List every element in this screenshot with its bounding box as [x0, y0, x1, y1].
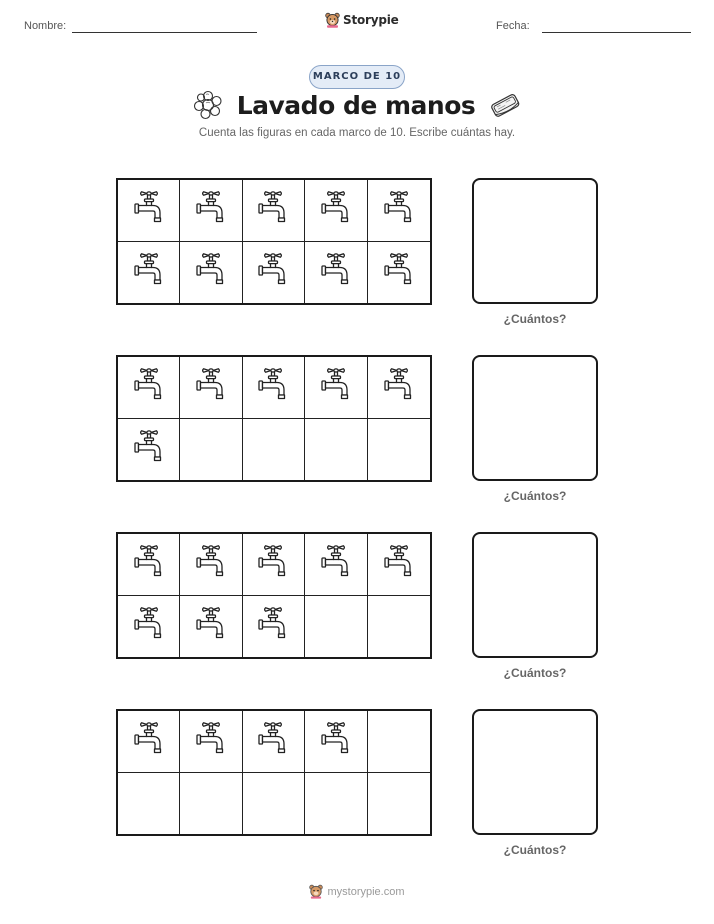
- frame-cell: [243, 357, 305, 419]
- brand-logo: [325, 12, 399, 28]
- date-line[interactable]: [542, 32, 691, 33]
- faucet-icon: [129, 250, 169, 295]
- instructions: Cuenta las figuras en cada marco de 10. Escribe cuántas hay.: [198, 127, 516, 139]
- frame-cell: [180, 357, 242, 419]
- faucet-icon: [253, 188, 293, 233]
- frame-cell: [368, 180, 430, 242]
- ten-frame-3: [116, 532, 432, 659]
- frame-cell: [305, 357, 367, 419]
- name-label: Nombre:: [24, 20, 67, 32]
- faucet-icon: [191, 604, 231, 649]
- faucet-icon: [253, 542, 293, 587]
- frame-cell: [180, 180, 242, 242]
- faucet-icon: [316, 542, 356, 587]
- question-label-4: ¿Cuántos?: [503, 843, 567, 857]
- frame-cell: [243, 596, 305, 658]
- frame-cell: [243, 419, 305, 481]
- frame-cell: [305, 711, 367, 773]
- frame-cell: [118, 180, 180, 242]
- frame-cell: [368, 773, 430, 835]
- frame-cell: [243, 242, 305, 304]
- faucet-icon: [253, 604, 293, 649]
- frame-cell: [180, 773, 242, 835]
- frame-cell: [368, 357, 430, 419]
- question-label-3: ¿Cuántos?: [503, 666, 567, 680]
- frame-cell: [368, 242, 430, 304]
- faucet-icon: [379, 365, 419, 410]
- frame-cell: [243, 711, 305, 773]
- faucet-icon: [191, 188, 231, 233]
- question-label-2: ¿Cuántos?: [503, 489, 567, 503]
- ten-frame-4: [116, 709, 432, 836]
- faucet-icon: [253, 365, 293, 410]
- brand-name: Storypie: [343, 13, 399, 27]
- faucet-icon: [129, 365, 169, 410]
- frame-cell: [305, 534, 367, 596]
- worksheet-type-badge: MARCO DE 10: [309, 65, 405, 89]
- question-label-1: ¿Cuántos?: [503, 312, 567, 326]
- footer: [0, 884, 714, 899]
- frame-cell: [118, 534, 180, 596]
- frame-cell: [180, 419, 242, 481]
- frame-cell: [118, 242, 180, 304]
- answer-box-3[interactable]: [472, 532, 598, 658]
- answer-box-1[interactable]: [472, 178, 598, 304]
- faucet-icon: [129, 719, 169, 764]
- faucet-icon: [379, 188, 419, 233]
- faucet-icon: [191, 250, 231, 295]
- soap-bar-icon: [489, 91, 521, 119]
- date-label: Fecha:: [496, 20, 530, 32]
- faucet-icon: [253, 250, 293, 295]
- frame-cell: [118, 773, 180, 835]
- frame-cell: [305, 773, 367, 835]
- page-title: Lavado de manos: [236, 90, 476, 120]
- faucet-icon: [316, 250, 356, 295]
- frame-cell: [180, 534, 242, 596]
- frame-cell: [180, 596, 242, 658]
- faucet-icon: [379, 250, 419, 295]
- frame-cell: [118, 711, 180, 773]
- frame-cell: [305, 596, 367, 658]
- frame-cell: [368, 711, 430, 773]
- faucet-icon: [191, 365, 231, 410]
- faucet-icon: [316, 188, 356, 233]
- faucet-icon: [379, 542, 419, 587]
- soap-bubbles-icon: [193, 90, 223, 120]
- frame-cell: [180, 242, 242, 304]
- faucet-icon: [316, 719, 356, 764]
- frame-cell: [118, 596, 180, 658]
- frame-cell: [118, 419, 180, 481]
- frame-cell: [368, 596, 430, 658]
- frame-cell: [368, 419, 430, 481]
- faucet-icon: [253, 719, 293, 764]
- faucet-icon: [316, 365, 356, 410]
- faucet-icon: [129, 427, 169, 472]
- frame-cell: [180, 711, 242, 773]
- ten-frame-1: [116, 178, 432, 305]
- name-line[interactable]: [72, 32, 257, 33]
- faucet-icon: [191, 542, 231, 587]
- footer-url: mystorypie.com: [327, 885, 405, 898]
- bear-mascot-icon: [325, 12, 340, 28]
- faucet-icon: [129, 604, 169, 649]
- title-row: [0, 90, 714, 120]
- faucet-icon: [191, 719, 231, 764]
- frame-cell: [305, 242, 367, 304]
- frame-cell: [243, 534, 305, 596]
- frame-cell: [243, 773, 305, 835]
- frame-cell: [243, 180, 305, 242]
- faucet-icon: [129, 542, 169, 587]
- frame-cell: [118, 357, 180, 419]
- frame-cell: [368, 534, 430, 596]
- answer-box-4[interactable]: [472, 709, 598, 835]
- ten-frame-2: [116, 355, 432, 482]
- faucet-icon: [129, 188, 169, 233]
- frame-cell: [305, 180, 367, 242]
- frame-cell: [305, 419, 367, 481]
- answer-box-2[interactable]: [472, 355, 598, 481]
- bear-mascot-icon: [309, 884, 323, 899]
